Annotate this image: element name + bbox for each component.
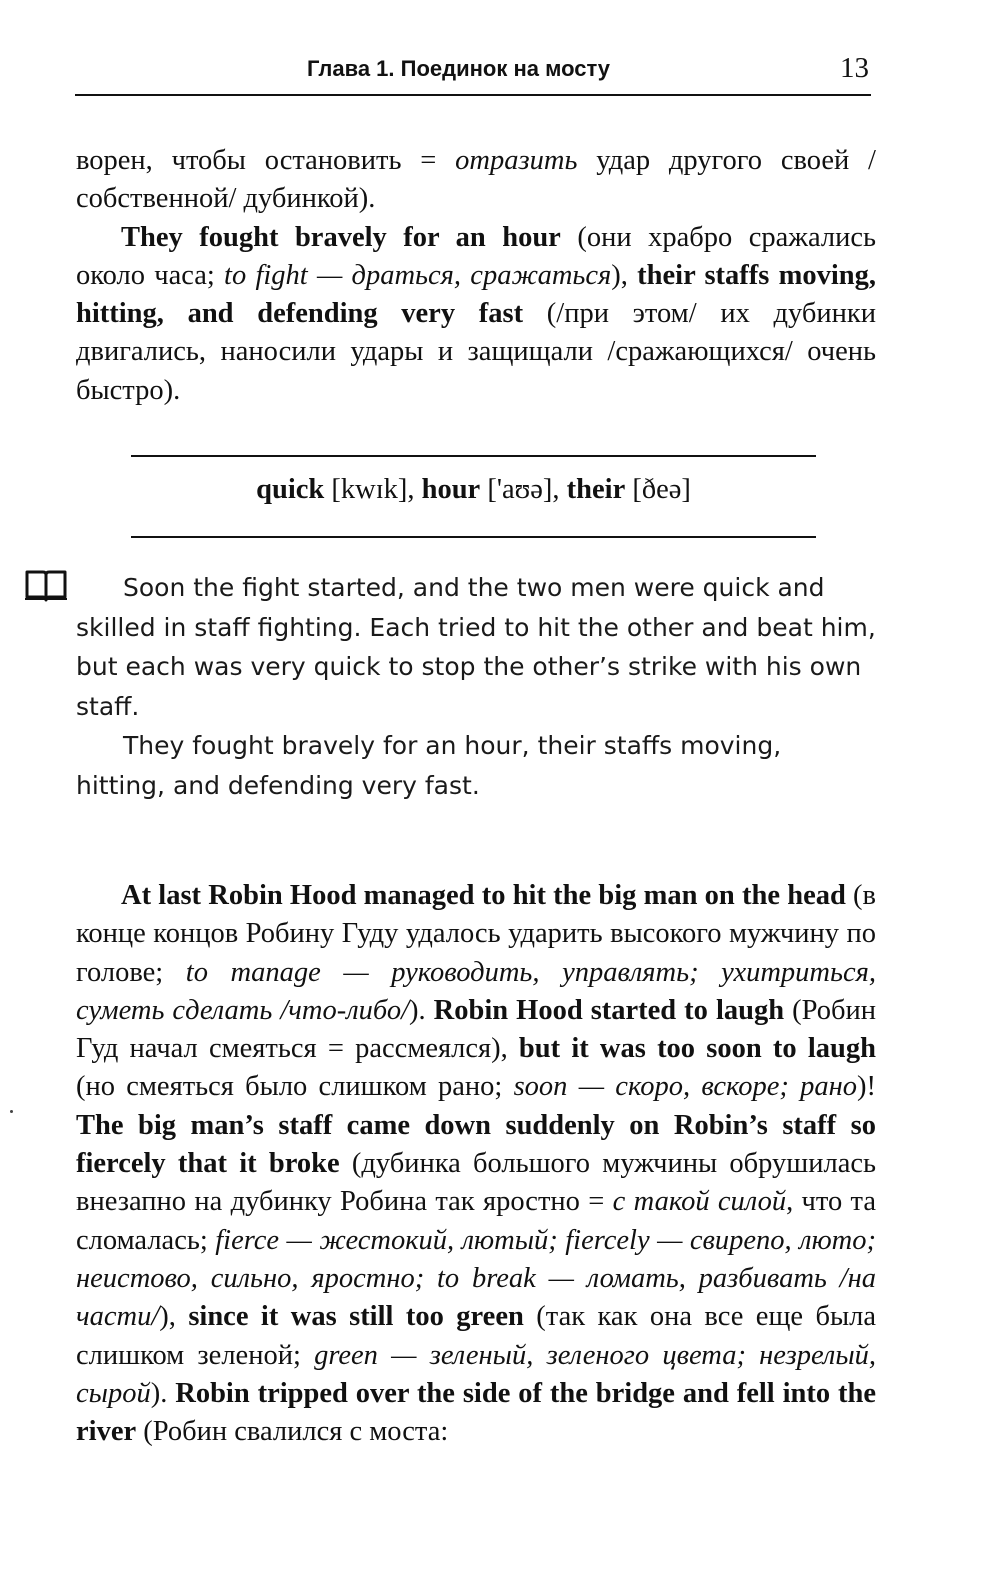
english-paragraph: They fought bravely for an hour, their staffs moving, hitting, and defending very fast. [76,731,782,800]
pron-transcription: [kwɪk], [324,474,422,505]
text: ). [409,994,434,1026]
bold-phrase: They fought bravely for an hour [121,221,561,253]
text: (дубинка большого мужчины обрушилась внезапно на дубинку Робина так яростно = [76,1148,876,1218]
chapter-title: Глава 1. Поединок на мосту [307,56,611,81]
paragraph-fought-bravely [76,219,876,410]
italic-text: с такой силой [612,1186,787,1218]
text: (Робин свалился с моста: [136,1416,449,1448]
bold-phrase: At last Robin Hood managed to hit the big man on the head [121,880,846,911]
bold-phrase: The big man’s staff came down suddenly on Robin’s staff so fiercely that it broke [76,1109,876,1180]
text: ), [159,1301,189,1333]
text: (но смеяться было слишком рано; [76,1071,514,1103]
text: (они храбро сражались около часа; [76,221,876,291]
italic-text: green — зеленый, зеленого цвета; незрелый, сырой [76,1339,876,1409]
divider-top [131,455,816,457]
bold-phrase: Robin Hood started to laugh [433,994,785,1026]
italic-text: отразить [455,145,578,176]
divider-bottom [131,536,816,538]
pron-word: their [566,474,626,505]
margin-speck [10,1110,13,1113]
pron-transcription: ['aʊə], [480,474,567,505]
text: , что та сломалась; [76,1186,876,1256]
text: (Робин Гуд начал смеяться = рассмеялся), [76,994,876,1065]
english-text-block [76,568,876,805]
english-paragraph: Soon the fight started, and the two men were quick and skilled in staff fighting. Each tried to hit the other and beat him, but each was very quick to stop the other’s strike with his own staff. [76,573,876,721]
page-number: 13 [840,52,869,84]
open-book-icon [24,568,68,602]
italic-text: soon — скоро, вскоре; рано [513,1071,858,1103]
text: ворен, чтобы остановить = [76,145,456,176]
italic-text: to manage — руководить, управлять; ухитриться, суметь сделать /что-либо/ [76,956,877,1026]
paragraph-robin-hood [76,877,876,1451]
italic-text: fierce — жестокий, лютый; fiercely — свирепо, люто; неистово, сильно, яростно; to break — ломать, разбивать /на части/ [76,1224,876,1333]
text: (/при этом/ их дубинки двигались, наносили удары и защищали /сражающихся/ очень быстро). [76,298,876,406]
text: (так как она все еще была слишком зеленой; [76,1301,877,1371]
text: ). [150,1377,176,1409]
pron-word: hour [421,474,481,505]
text: ), [611,259,638,291]
italic-text: to fight — драться, сражаться [224,259,612,291]
running-header [75,50,871,96]
text: (в конце концов Робину Гуду удалось ударить высокого мужчину по голове; [76,880,876,988]
bold-phrase: Robin tripped over the side of the bridge and fell into the river [76,1377,876,1448]
text: )! [857,1071,876,1103]
pron-transcription: [ðeə] [625,474,691,505]
bold-phrase: but it was too soon to laugh [518,1033,876,1065]
paragraph-continuation [76,142,876,410]
bold-phrase: their staffs moving, hitting, and defending very fast [76,259,876,330]
pronunciation-line [131,474,816,506]
pron-word: quick [256,474,325,505]
text: удар другого своей /собственной/ дубинкой). [76,145,876,215]
bold-phrase: since it was still too green [188,1301,524,1333]
